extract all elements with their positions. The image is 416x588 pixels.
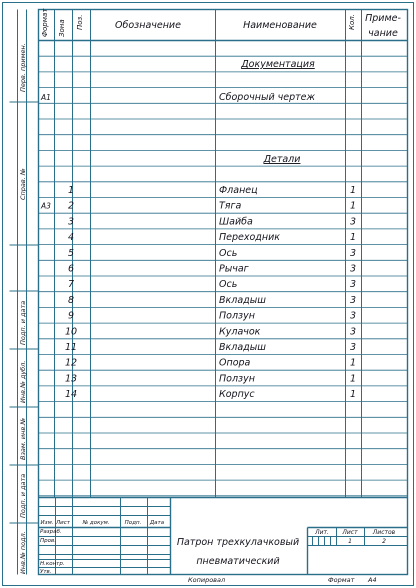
table-row	[65, 389, 356, 400]
row-name: Ось	[219, 279, 238, 291]
row-position: 9	[67, 310, 75, 322]
tb-razrab: Разраб.	[40, 529, 62, 535]
row-position: 14	[64, 389, 78, 401]
row-name: Ползун	[219, 310, 255, 322]
row-format: А3	[41, 201, 51, 211]
row-quantity: 3	[349, 326, 357, 338]
row-name: Вкладыш	[219, 342, 266, 353]
row-position: 6	[67, 263, 75, 275]
row-position: 5	[67, 247, 75, 259]
table-row	[68, 295, 356, 306]
side-podp-data-1: Подп. и дата	[19, 300, 27, 345]
row-position: 10	[64, 326, 78, 338]
tb-doc-no: № докум.	[82, 520, 110, 526]
row-position: 8	[67, 294, 75, 306]
footer-copied: Копировал	[188, 576, 226, 584]
row-quantity: 3	[349, 247, 357, 259]
table-column-lines	[55, 10, 362, 498]
row-quantity: 1	[349, 373, 357, 385]
table-row	[68, 232, 356, 243]
tb-sheet: Лист	[342, 529, 358, 536]
table-row	[65, 358, 356, 369]
row-name: Сборочный чертеж	[219, 92, 316, 103]
header-zone: Зона	[58, 19, 66, 37]
table-row	[40, 201, 356, 212]
table-row	[68, 279, 356, 290]
row-position: 12	[64, 357, 78, 369]
row-position: 4	[67, 232, 75, 244]
header-format: Формат	[41, 8, 49, 37]
tb-sheets-value: 2	[382, 538, 386, 545]
row-quantity: 3	[349, 294, 357, 306]
table-row	[68, 248, 356, 259]
row-name: Рычаг	[219, 263, 249, 275]
spec-rows	[40, 92, 356, 400]
row-name: Корпус	[219, 389, 255, 401]
table-row	[68, 185, 356, 196]
row-quantity: 3	[349, 263, 357, 275]
row-quantity: 3	[349, 310, 357, 322]
row-quantity: 1	[349, 200, 357, 212]
row-position: 11	[64, 342, 78, 353]
row-quantity: 1	[349, 357, 357, 369]
row-format: А1	[41, 93, 51, 102]
row-quantity: 3	[349, 279, 357, 291]
side-sprav-no: Справ. №	[19, 168, 27, 200]
row-name: Фланец	[219, 185, 258, 196]
tb-prov: Пров.	[40, 538, 56, 544]
row-quantity: 3	[349, 216, 357, 228]
footer-format-label: Формат	[328, 576, 355, 584]
row-position: 13	[64, 373, 78, 385]
tb-lit: Лит.	[315, 529, 329, 536]
tb-sheets: Листов	[372, 529, 396, 536]
row-quantity: 1	[349, 389, 357, 401]
side-inv-podl: Инв.№ подл.	[19, 531, 27, 574]
table-row	[40, 92, 316, 103]
tb-utv: Утв.	[40, 569, 52, 575]
row-quantity: 1	[349, 232, 357, 244]
row-name: Ось	[219, 247, 238, 259]
tb-sheet-value: 1	[348, 538, 352, 545]
tb-n-kontr: Н.контр.	[40, 561, 65, 567]
row-name: Шайба	[219, 216, 253, 228]
doc-title-line-1: Патрон трехкулачковый	[176, 537, 300, 548]
footer-format-value: А4	[368, 576, 377, 584]
table-row	[68, 264, 356, 275]
row-position: 7	[67, 279, 75, 291]
header-name: Наименование	[243, 20, 317, 31]
header-note-1: Приме-	[365, 13, 401, 24]
table-row	[65, 373, 356, 384]
header-pos: Поз.	[76, 14, 84, 30]
row-position: 3	[67, 216, 75, 228]
table-row	[65, 342, 356, 353]
table-row	[65, 326, 356, 337]
row-name: Опора	[219, 357, 251, 369]
tb-list: Лист	[56, 520, 70, 526]
section-parts: Детали	[263, 154, 301, 165]
row-quantity: 1	[349, 185, 357, 196]
row-position: 1	[67, 185, 75, 196]
header-qty: Кол.	[348, 14, 356, 30]
row-name: Тяга	[219, 200, 242, 212]
row-quantity: 3	[349, 342, 357, 353]
side-podp-data-2: Подп. и дата	[19, 473, 27, 518]
row-position: 2	[67, 200, 75, 212]
row-name: Кулачок	[219, 326, 261, 338]
header-designation: Обозначение	[115, 20, 181, 31]
side-vzam-inv: Взам. инв.№	[19, 417, 27, 460]
row-name: Переходник	[219, 232, 280, 244]
tb-data: Дата	[149, 520, 165, 526]
side-perv-primen: Перв. примен.	[19, 43, 27, 92]
header-note-2: чание	[368, 28, 398, 39]
row-name: Ползун	[219, 373, 255, 385]
doc-title-line-2: пневматический	[196, 556, 280, 567]
tb-podp: Подп.	[124, 520, 142, 526]
table-row	[68, 216, 356, 227]
tb-izm: Изм.	[40, 520, 54, 526]
side-inv-dubl: Инв.№ дубл.	[19, 360, 27, 403]
row-name: Вкладыш	[219, 294, 266, 306]
table-row	[68, 311, 356, 322]
section-documentation: Документация	[241, 59, 315, 70]
